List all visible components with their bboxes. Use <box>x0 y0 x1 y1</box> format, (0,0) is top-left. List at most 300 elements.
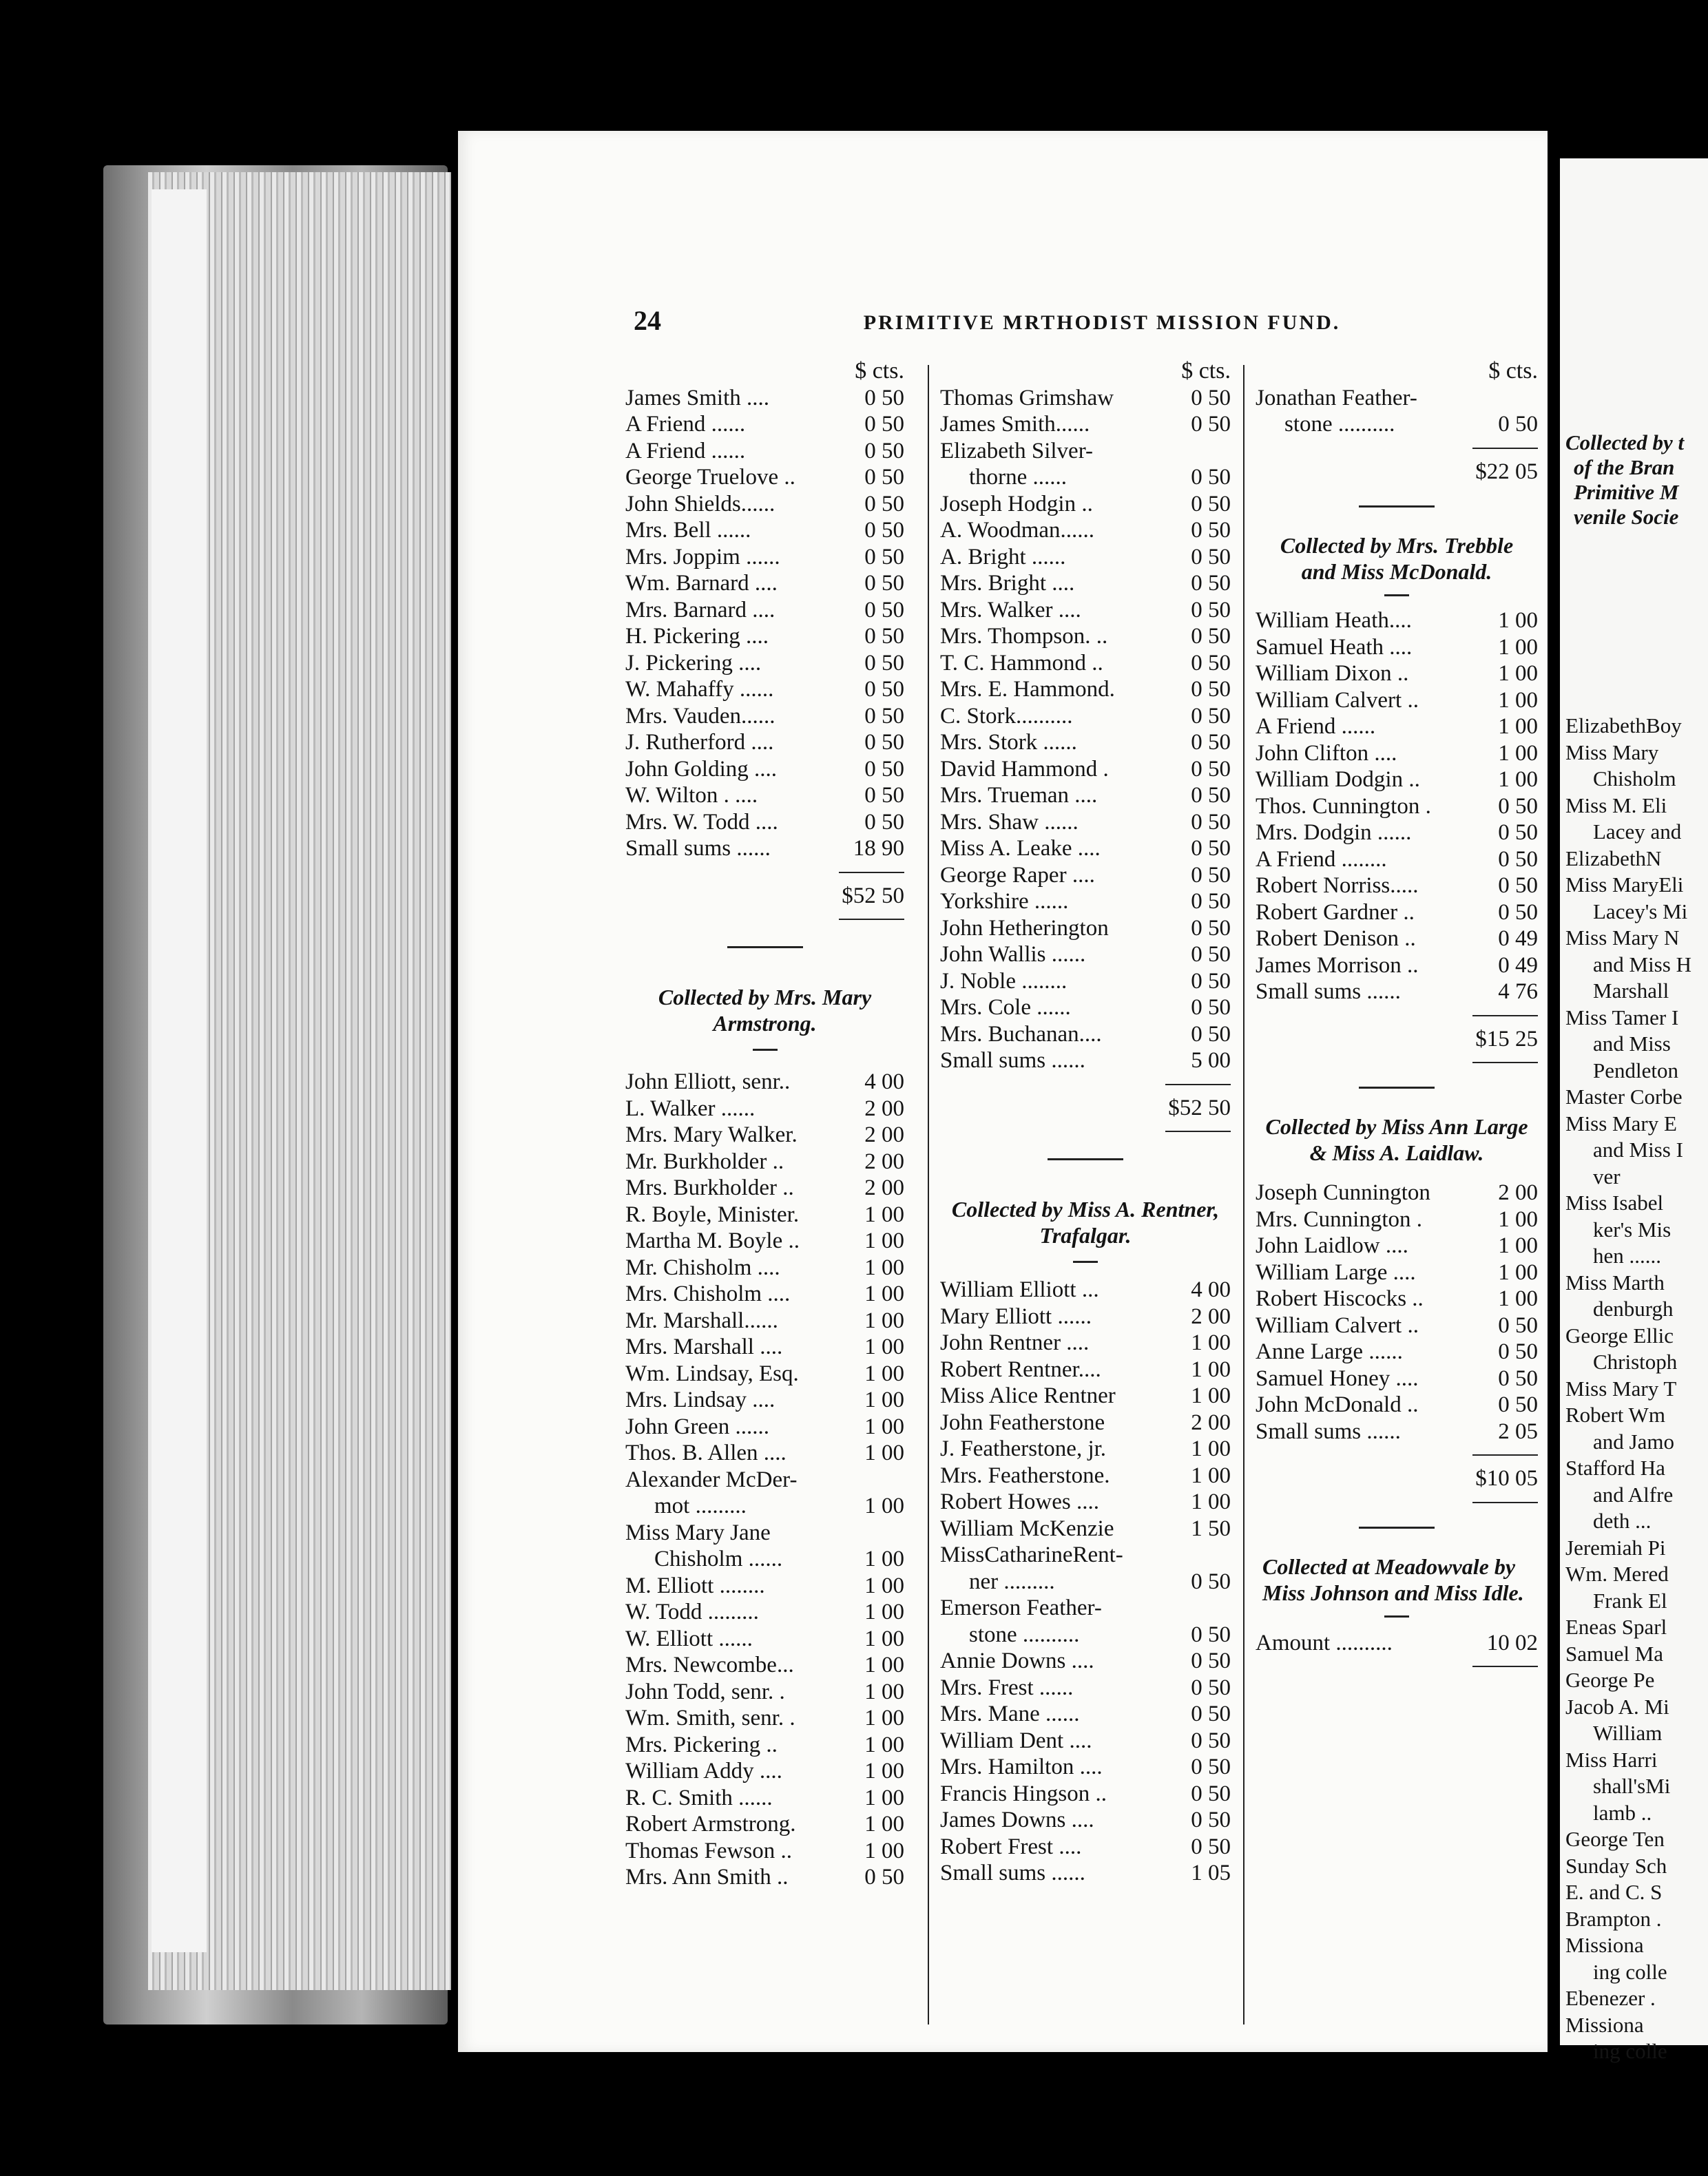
donation-amount: 0 50 <box>1191 942 1231 967</box>
donor-name: George Raper .... <box>940 862 1095 888</box>
donor-name: Robert Denison .. <box>1256 926 1416 951</box>
donor-row <box>940 1436 1231 1463</box>
donor-name: Mr. Burkholder .. <box>625 1149 784 1174</box>
donation-amount <box>1227 1595 1231 1622</box>
facing-page-line: and Alfre <box>1593 1482 1674 1507</box>
facing-page-line: ing colle <box>1593 1959 1667 1984</box>
donor-row <box>940 703 1231 730</box>
donation-amount: 0 50 <box>1498 1339 1538 1364</box>
donation-amount: 0 50 <box>1191 783 1231 808</box>
facing-page <box>1560 158 1708 2063</box>
donation-amount: 1 00 <box>1498 1259 1538 1285</box>
donor-row <box>940 676 1231 703</box>
donor-name: Joseph Cunnington <box>1256 1180 1430 1205</box>
donor-row <box>940 385 1231 412</box>
donation-amount: 1 00 <box>864 1202 904 1227</box>
facing-page-line: denburgh <box>1593 1297 1674 1321</box>
donor-name: Amount .......... <box>1256 1630 1393 1655</box>
donor-name: H. Pickering .... <box>625 624 769 649</box>
donation-amount <box>1227 1542 1231 1569</box>
donation-amount: 1 00 <box>864 1308 904 1333</box>
donor-row <box>1256 819 1538 846</box>
facing-page-line: Miss Mary T <box>1565 1376 1677 1401</box>
donor-name: Robert Armstrong. <box>625 1812 796 1837</box>
donor-name: William Dixon .. <box>1256 661 1409 686</box>
facing-page-line: Jeremiah Pi <box>1565 1535 1666 1560</box>
donor-name: thorne ...... <box>969 465 1068 490</box>
sum-rule <box>1472 1062 1538 1063</box>
donation-amount: 0 50 <box>1498 793 1538 819</box>
donor-name: J. Featherstone, jr. <box>940 1436 1107 1461</box>
donor-name: Small sums ...... <box>940 1048 1085 1073</box>
donor-name: Jonathan Feather- <box>1256 385 1417 410</box>
donor-name: stone .......... <box>1284 412 1395 437</box>
donor-row <box>1256 740 1538 767</box>
donation-amount: 1 00 <box>1191 1463 1231 1488</box>
facing-page-line: Miss Mary <box>1565 740 1659 764</box>
donor-row <box>940 941 1231 968</box>
donor-row <box>940 968 1231 995</box>
column-rule <box>1243 365 1244 2025</box>
donor-row <box>1256 979 1538 1005</box>
sum-rule <box>1472 1015 1538 1016</box>
donor-row <box>625 385 904 412</box>
donor-name: Robert Hiscocks .. <box>1256 1286 1424 1311</box>
sum-rule <box>839 919 904 920</box>
donation-amount: 1 00 <box>1191 1436 1231 1461</box>
donor-name: Yorkshire ...... <box>940 889 1069 914</box>
donor-row <box>940 994 1231 1021</box>
donor-row <box>625 676 904 703</box>
donor-name: C. Stork.......... <box>940 703 1073 729</box>
donor-row <box>625 1599 904 1626</box>
donor-row <box>625 756 904 783</box>
donor-row <box>940 570 1231 597</box>
facing-page-line: ker's Mis <box>1593 1217 1671 1242</box>
donor-name: A Friend ........ <box>1256 846 1387 872</box>
facing-page-lines <box>1565 713 1691 2065</box>
donor-name: W. Wilton . .... <box>625 783 758 808</box>
donor-name: Martha M. Boyle .. <box>625 1228 800 1253</box>
donor-name: A Friend ...... <box>1256 714 1376 739</box>
donor-name: Mrs. Chisholm .... <box>625 1281 791 1306</box>
donation-amount: 0 50 <box>1498 1312 1538 1338</box>
facing-page-line: and Jamo <box>1593 1429 1674 1454</box>
donation-amount: 0 50 <box>864 677 904 702</box>
page-number: 24 <box>634 305 661 336</box>
facing-page-heading-line: venile Socie <box>1574 505 1679 529</box>
facing-page-line: Miss Harri <box>1565 1747 1658 1772</box>
facing-page-line: William <box>1593 1721 1663 1745</box>
section-divider <box>727 946 803 948</box>
donor-name: Small sums ...... <box>1256 1419 1401 1444</box>
donor-row <box>625 1493 904 1520</box>
donor-row <box>940 782 1231 809</box>
donor-row <box>940 597 1231 624</box>
donation-amount: 1 00 <box>1498 1286 1538 1311</box>
donor-row <box>1256 1392 1538 1419</box>
facing-page-line: ing colle <box>1593 2039 1667 2063</box>
facing-page-line: lamb .. <box>1593 1800 1652 1825</box>
donor-name: William McKenzie <box>940 1516 1114 1541</box>
donation-amount: 0 50 <box>1191 995 1231 1020</box>
heading-dash <box>1384 1615 1409 1618</box>
donor-name: Thomas Grimshaw <box>940 385 1114 410</box>
donor-row <box>625 1758 904 1785</box>
section-divider <box>1359 505 1435 508</box>
donor-name: William Calvert .. <box>1256 687 1419 713</box>
donation-amount: 0 50 <box>864 571 904 596</box>
donation-amount: 0 50 <box>1191 1808 1231 1832</box>
donor-name: W. Elliott ...... <box>625 1626 753 1651</box>
donation-amount: 0 50 <box>1191 1755 1231 1779</box>
donor-row <box>940 1622 1231 1649</box>
donor-name: Robert Rentner.... <box>940 1357 1101 1382</box>
cts-header: $ cts. <box>1181 358 1231 384</box>
donor-row <box>940 1701 1231 1728</box>
donor-name: John Rentner .... <box>940 1330 1090 1355</box>
facing-page-line: and Miss <box>1593 1032 1671 1056</box>
donor-row <box>940 411 1231 438</box>
donor-row <box>1256 1286 1538 1312</box>
donation-amount: 2 00 <box>864 1149 904 1174</box>
donor-row <box>940 1754 1231 1781</box>
donation-amount: 0 50 <box>1498 820 1538 845</box>
sum-rule <box>1472 1502 1538 1503</box>
donation-amount: 0 50 <box>1191 1622 1231 1647</box>
running-head: PRIMITIVE MRTHODIST MISSION FUND. <box>863 311 1341 334</box>
donation-amount: 10 02 <box>1486 1630 1538 1655</box>
column-rule <box>928 365 929 2025</box>
donor-row <box>625 464 904 491</box>
donor-row <box>1256 1206 1538 1233</box>
donor-row <box>1256 872 1538 899</box>
donation-amount: 0 50 <box>864 783 904 808</box>
donor-row <box>940 438 1231 465</box>
donor-name: John Featherstone <box>940 1410 1105 1435</box>
donor-name: Alexander McDer- <box>625 1467 798 1492</box>
donor-row <box>1256 713 1538 740</box>
donation-amount: 1 00 <box>1498 740 1538 766</box>
donation-amount: 2 00 <box>864 1122 904 1147</box>
donation-amount <box>900 1467 904 1494</box>
donation-amount: 1 00 <box>864 1228 904 1253</box>
donor-row <box>625 1679 904 1706</box>
donation-amount: 0 50 <box>1191 518 1231 543</box>
donor-row <box>940 809 1231 836</box>
donation-amount: 0 50 <box>1191 544 1231 569</box>
donation-amount: 0 50 <box>1191 1781 1231 1806</box>
donor-row <box>940 1807 1231 1834</box>
donor-name: stone .......... <box>969 1622 1080 1647</box>
donor-name: Mrs. Trueman .... <box>940 783 1098 808</box>
donor-row <box>625 1387 904 1414</box>
donation-amount: 1 00 <box>864 1573 904 1598</box>
donor-name: Thos. B. Allen .... <box>625 1441 787 1465</box>
donor-name: John Shields...... <box>625 491 775 516</box>
donation-amount: 0 50 <box>864 756 904 782</box>
donor-name: ner ......... <box>969 1569 1055 1594</box>
donor-row <box>625 544 904 571</box>
facing-page-line: Sunday Sch <box>1565 1853 1667 1878</box>
donor-row <box>625 650 904 677</box>
donation-amount: 1 00 <box>1191 1357 1231 1382</box>
donor-name: Mr. Marshall...... <box>625 1308 778 1333</box>
donation-amount: 4 76 <box>1498 979 1538 1004</box>
donor-row <box>625 1202 904 1228</box>
donor-row <box>625 1785 904 1812</box>
donation-amount: 0 50 <box>864 597 904 623</box>
donor-row <box>940 729 1231 756</box>
total-amount: $52 50 <box>1168 1095 1231 1120</box>
facing-page-line: Missiona <box>1565 2012 1644 2037</box>
donor-row <box>625 623 904 650</box>
donor-row <box>625 1520 904 1547</box>
donor-name: Mrs. Newcombe... <box>625 1653 794 1677</box>
donor-name: A. Bright ...... <box>940 544 1066 569</box>
sum-rule <box>1165 1084 1231 1085</box>
facing-page-line: Wm. Mered <box>1565 1562 1669 1586</box>
donor-row <box>625 1175 904 1202</box>
donation-amount: 0 50 <box>864 624 904 649</box>
facing-page-line: Frank El <box>1593 1588 1667 1613</box>
donor-name: A Friend ...... <box>625 438 746 463</box>
donor-name: Mr. Chisholm .... <box>625 1255 780 1280</box>
donor-name: William Elliott ... <box>940 1277 1099 1302</box>
facing-page-line: Jacob A. Mi <box>1565 1694 1669 1719</box>
donation-amount: 0 50 <box>864 518 904 543</box>
donor-name: Mrs. Bright .... <box>940 571 1075 596</box>
donation-amount: 1 00 <box>1191 1489 1231 1514</box>
donor-row <box>625 1334 904 1361</box>
donor-name: Mrs. Marshall .... <box>625 1335 783 1359</box>
facing-page-line: Miss M. Eli <box>1565 793 1667 817</box>
donor-row <box>940 1595 1231 1622</box>
donor-row <box>1256 687 1538 714</box>
donation-amount: 0 50 <box>1191 1675 1231 1700</box>
cts-header: $ cts. <box>855 358 904 384</box>
donation-amount: 0 50 <box>1191 1702 1231 1726</box>
donor-row <box>940 862 1231 889</box>
donor-list <box>940 1277 1231 1887</box>
donation-amount: 1 00 <box>1191 1383 1231 1408</box>
donor-row <box>625 1732 904 1759</box>
facing-page-line: Brampton . <box>1565 1906 1662 1931</box>
donation-amount: 1 50 <box>1191 1516 1231 1541</box>
donor-row <box>625 729 904 756</box>
donation-amount: 0 50 <box>1191 730 1231 755</box>
heading-dash <box>753 1049 778 1051</box>
donor-row <box>1256 385 1538 412</box>
donor-row <box>625 517 904 544</box>
donor-row <box>625 1864 904 1891</box>
facing-page-line: Pendleton <box>1593 1058 1678 1082</box>
donor-list <box>1256 607 1538 1005</box>
donor-name: A Friend ...... <box>625 412 746 437</box>
facing-page-heading-line: of the Bran <box>1574 455 1675 479</box>
donor-row <box>940 1304 1231 1330</box>
donation-amount: 1 00 <box>864 1759 904 1783</box>
donor-name: MissCatharineRent- <box>940 1542 1123 1567</box>
donation-amount <box>1227 438 1231 465</box>
donor-row <box>625 1573 904 1600</box>
donor-name: John Golding .... <box>625 756 778 782</box>
donor-name: Mrs. Bell ...... <box>625 518 751 543</box>
donation-amount: 1 00 <box>864 1785 904 1810</box>
donation-amount: 0 50 <box>1498 899 1538 925</box>
donation-amount: 0 50 <box>1191 465 1231 490</box>
donor-row <box>1256 1312 1538 1339</box>
donation-amount: 0 50 <box>1191 491 1231 516</box>
donor-name: Mrs. Featherstone. <box>940 1463 1110 1488</box>
donation-amount: 0 50 <box>864 809 904 835</box>
donor-name: Elizabeth Silver- <box>940 438 1094 463</box>
donation-amount: 0 50 <box>864 412 904 437</box>
donor-name: John Todd, senr. . <box>625 1679 785 1704</box>
donation-amount: 0 50 <box>1191 677 1231 702</box>
donor-row <box>1256 1180 1538 1206</box>
donor-name: mot ......... <box>654 1494 747 1518</box>
section-heading: Collected at Meadowvale by Miss Johnson and Miss Idle. <box>1262 1553 1524 1605</box>
donation-amount: 0 50 <box>1498 846 1538 872</box>
facing-page-line: Stafford Ha <box>1565 1456 1665 1480</box>
donor-row <box>940 1542 1231 1569</box>
donor-row <box>1256 607 1538 634</box>
donor-row <box>625 1838 904 1865</box>
donor-row <box>940 888 1231 915</box>
donor-row <box>625 1414 904 1441</box>
donation-amount: 1 00 <box>864 1414 904 1439</box>
donor-row <box>940 1728 1231 1755</box>
donor-row <box>1256 846 1538 873</box>
donor-name: Samuel Honey .... <box>1256 1366 1419 1391</box>
facing-page-line: Christoph <box>1593 1350 1678 1374</box>
donor-list <box>1256 1180 1538 1445</box>
donation-amount: 0 50 <box>1191 915 1231 941</box>
donation-amount: 0 50 <box>1191 889 1231 914</box>
donor-row <box>940 1489 1231 1516</box>
donor-name: James Smith .... <box>625 385 770 410</box>
donation-amount: 0 50 <box>1191 1649 1231 1673</box>
donation-amount: 0 49 <box>1498 952 1538 978</box>
donor-row <box>1256 766 1538 793</box>
donor-name: Small sums ...... <box>1256 979 1401 1004</box>
donor-name: Chisholm ...... <box>654 1547 783 1571</box>
donor-name: Joseph Hodgin .. <box>940 491 1093 516</box>
donor-name: Mrs. Mary Walker. <box>625 1122 798 1147</box>
column-2 <box>940 358 1231 1887</box>
donation-amount: 0 50 <box>1191 836 1231 861</box>
donation-amount: 1 00 <box>864 1361 904 1386</box>
donor-name: Miss Alice Rentner <box>940 1383 1116 1408</box>
donation-amount <box>1534 385 1538 412</box>
donor-list <box>940 385 1231 1074</box>
donor-name: R. Boyle, Minister. <box>625 1202 800 1227</box>
facing-page-line: Marshall <box>1593 979 1669 1003</box>
section-divider <box>1048 1158 1123 1160</box>
donor-name: John Elliott, senr.. <box>625 1069 791 1094</box>
donor-row <box>940 1569 1231 1596</box>
donor-row <box>940 1516 1231 1542</box>
section-divider <box>1359 1527 1435 1529</box>
total-amount: $22 05 <box>1475 459 1538 484</box>
donor-name: Robert Frest .... <box>940 1834 1082 1859</box>
donor-row <box>940 915 1231 942</box>
donor-name: W. Todd ......... <box>625 1600 759 1624</box>
donor-name: Mrs. Stork ...... <box>940 730 1077 755</box>
donor-list <box>625 385 904 862</box>
total-amount: $15 25 <box>1475 1026 1538 1052</box>
donor-list <box>1256 1630 1538 1657</box>
donor-name: Miss Mary Jane <box>625 1520 771 1545</box>
facing-page-line: Miss Tamer I <box>1565 1005 1679 1029</box>
donor-name: T. C. Hammond .. <box>940 650 1103 676</box>
donation-amount: 1 00 <box>864 1626 904 1651</box>
facing-page-line: E. and C. S <box>1565 1880 1663 1904</box>
donor-row <box>625 1652 904 1679</box>
donor-row <box>940 1277 1231 1304</box>
donor-row <box>625 411 904 438</box>
donation-amount: 1 00 <box>864 1838 904 1863</box>
donor-row <box>940 1410 1231 1436</box>
donor-name: Thos. Cunnington . <box>1256 793 1431 819</box>
donor-row <box>625 438 904 465</box>
donor-row <box>625 491 904 518</box>
total-amount: $10 05 <box>1475 1466 1538 1491</box>
facing-page-line: Miss MaryEli <box>1565 872 1684 897</box>
donation-amount: 1 00 <box>1498 714 1538 739</box>
donor-name: Robert Norriss..... <box>1256 873 1419 898</box>
donor-name: R. C. Smith ...... <box>625 1785 773 1810</box>
cts-header: $ cts. <box>1488 358 1538 384</box>
donor-name: Mrs. Cunnington . <box>1256 1206 1423 1232</box>
facing-page-line: ElizabethN <box>1565 846 1662 870</box>
donor-row <box>940 544 1231 571</box>
donor-row <box>625 1228 904 1255</box>
facing-page-line: Miss Marth <box>1565 1270 1665 1295</box>
donation-amount: 0 50 <box>1191 571 1231 596</box>
donation-amount: 0 50 <box>1191 1569 1231 1594</box>
donation-amount: 1 00 <box>864 1653 904 1677</box>
donor-row <box>625 1096 904 1122</box>
donor-row <box>625 1811 904 1838</box>
donation-amount: 0 50 <box>1191 624 1231 649</box>
donor-row <box>940 1675 1231 1702</box>
donation-amount: 2 00 <box>1191 1410 1231 1435</box>
donor-name: Thomas Fewson .. <box>625 1838 792 1863</box>
donor-row <box>1256 1259 1538 1286</box>
facing-page-line: deth ... <box>1593 1509 1652 1533</box>
donor-name: Small sums ...... <box>625 836 771 861</box>
facing-page-line: Miss Mary E <box>1565 1111 1677 1136</box>
donation-amount: 0 50 <box>1191 756 1231 782</box>
donation-amount: 1 00 <box>1498 687 1538 713</box>
donation-amount: 0 50 <box>1498 1366 1538 1391</box>
donor-name: Mrs. Walker .... <box>940 597 1081 623</box>
donation-amount: 0 50 <box>1191 809 1231 835</box>
donor-name: Mrs. Vauden...... <box>625 703 775 729</box>
donation-amount: 1 00 <box>864 1255 904 1280</box>
donor-row <box>940 491 1231 518</box>
donation-amount: 2 00 <box>864 1096 904 1121</box>
facing-page-heading <box>1565 430 1684 530</box>
total-amount: $52 50 <box>842 883 904 908</box>
facing-page-line: George Pe <box>1565 1668 1655 1692</box>
donor-row <box>1256 411 1538 438</box>
donor-name: Mrs. Shaw ...... <box>940 809 1079 835</box>
donor-name: W. Mahaffy ...... <box>625 677 774 702</box>
donor-name: Wm. Lindsay, Esq. <box>625 1361 799 1386</box>
